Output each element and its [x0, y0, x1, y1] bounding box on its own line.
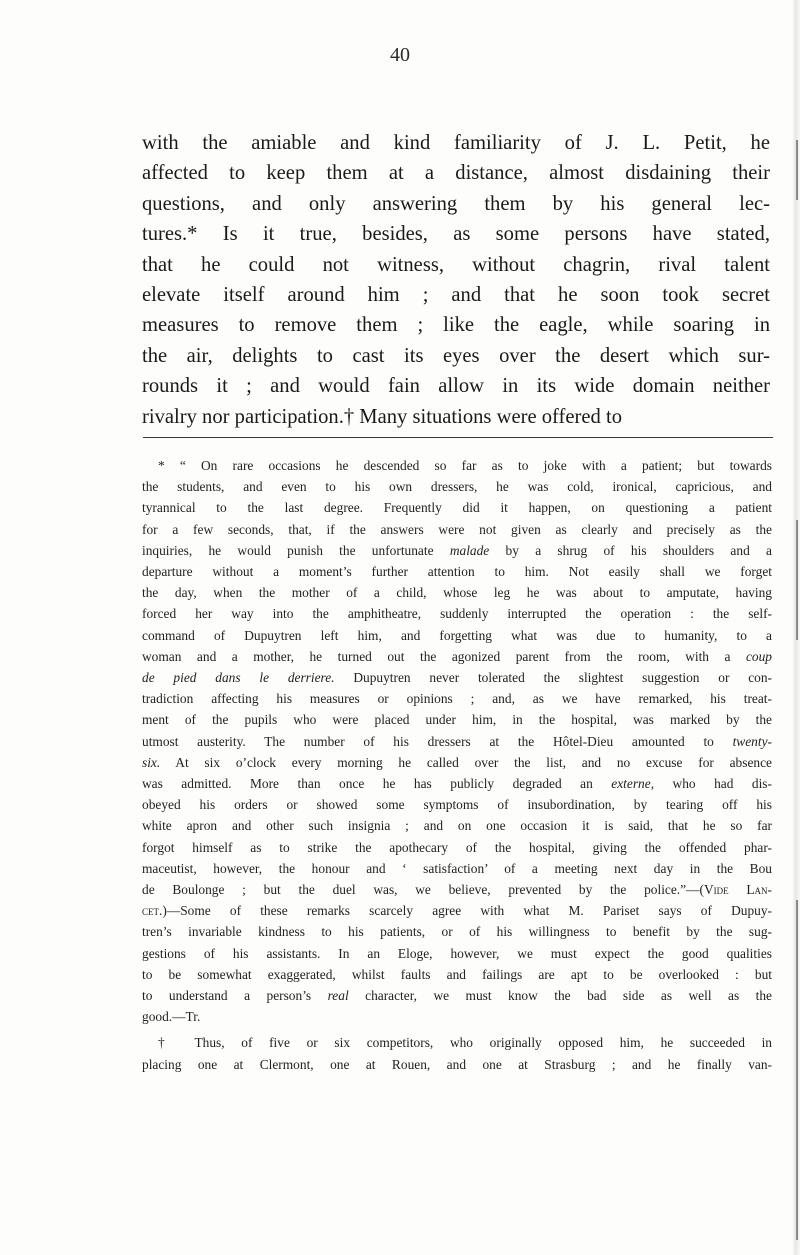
- italic-term: real: [327, 988, 349, 1004]
- footnote-line: good.—Tr.: [142, 1009, 201, 1025]
- italic-term: malade: [449, 542, 490, 558]
- footnote-line: placing one at Clermont, one at Rouen, and one at Strasburg ; and he finally van-: [142, 1056, 772, 1072]
- footnote-line: woman and a mother, he turned out the agonized parent from the room, with a coup: [142, 648, 772, 664]
- footnote-line: six. At six o’clock every morning he called over the list, and no excuse for absence: [142, 754, 772, 770]
- footnote-line: † Thus, of five or six competitors, who originally opposed him, he succeeded in: [158, 1035, 772, 1051]
- page-number: 40: [390, 44, 410, 66]
- text-line: rounds it ; and would fain allow in its wide domain neither: [142, 375, 770, 398]
- footnote-line: to understand a person’s real character, we must know the bad side as well as the: [142, 988, 772, 1004]
- footnote-line: * “ On rare occasions he descended so far as to joke with a patient; but towards: [158, 458, 772, 473]
- small-caps-text: cet.: [142, 903, 163, 919]
- italic-term: twenty-: [732, 733, 772, 749]
- footnote-line: de pied dans le derriere. Dupuytren never tolerated the slightest suggestion or con-: [142, 670, 772, 686]
- footnote-divider: [143, 437, 773, 438]
- text-line: questions, and only answering them by his general lec-: [142, 192, 770, 215]
- footnote-line: cet.)—Some of these remarks scarcely agree with what M. Pariset says of Dupuy-: [142, 903, 772, 919]
- edge-mark: [796, 140, 798, 200]
- footnote-1: [142, 455, 772, 1027]
- italic-term: de pied dans le derriere.: [142, 670, 335, 686]
- italic-term: coup: [745, 648, 772, 664]
- footnote-line: command of Dupuytren left him, and forgetting what was due to humanity, to a: [142, 627, 772, 643]
- footnote-line: the students, and even to his own dressers, he was cold, ironical, capricious, and: [142, 479, 772, 495]
- footnote-line: to be somewhat exaggerated, whilst faults and failings are apt to be overlooked : but: [142, 966, 772, 982]
- text-line: rivalry nor participation.† Many situations were offered to: [142, 405, 623, 428]
- footnote-line: tradiction affecting his measures or opinions ; and, as we have remarked, his treat-: [142, 691, 772, 707]
- footnote-line: de Boulonge ; but the duel was, we believe, prevented by the police.”—(Vide Lan-: [142, 882, 772, 898]
- footnote-line: maceutist, however, the honour and ‘ satisfaction’ of a meeting next day in the Bou: [142, 860, 772, 876]
- footnote-line: for a few seconds, that, if the answers were not given as clearly and precisely as the: [142, 521, 772, 537]
- footnote-line: the day, when the mother of a child, whose leg he was about to amputate, having: [142, 585, 772, 601]
- footnotes: [142, 455, 772, 1075]
- small-caps-text: Vide Lan-: [703, 882, 772, 898]
- text-line: the air, delights to cast its eyes over the desert which sur-: [142, 344, 770, 367]
- footnote-line: obeyed his orders or showed some symptoms of insubordination, by tearing off his: [142, 797, 772, 813]
- text-line: elevate itself around him ; and that he soon took secret: [142, 284, 770, 307]
- page-edge-shadow: [792, 0, 800, 1255]
- text-line: that he could not witness, without chagrin, rival talent: [142, 253, 770, 276]
- footnote-line: inquiries, he would punish the unfortunate malade by a shrug of his shoulders and a: [142, 542, 772, 558]
- footnote-line: utmost austerity. The number of his dressers at the Hôtel-Dieu amounted to twenty-: [142, 733, 772, 749]
- footnote-2: [142, 1032, 772, 1074]
- text-line: with the amiable and kind familiarity of J. L. Petit, he: [142, 132, 770, 154]
- footnote-line: tyrannical to the last degree. Frequently did it happen, on questioning a patient: [142, 500, 772, 516]
- italic-term: externe,: [611, 776, 655, 792]
- text-line: tures.* Is it true, besides, as some persons have stated,: [142, 223, 770, 246]
- text-line: measures to remove them ; like the eagle, while soaring in: [142, 314, 770, 337]
- footnote-line: departure without a moment’s further attention to him. Not easily shall we forget: [142, 564, 772, 580]
- edge-mark: [796, 900, 798, 1240]
- edge-mark: [796, 520, 798, 640]
- text-line: affected to keep them at a distance, almost disdaining their: [142, 162, 770, 185]
- footnote-line: tren’s invariable kindness to his patients, or of his willingness to benefit by the sug-: [142, 924, 772, 940]
- italic-term: six.: [142, 754, 161, 770]
- footnote-line: white apron and other such insignia ; and on one occasion it is said, that he so far: [142, 818, 772, 834]
- footnote-line: forgot himself as to strike the apothecary of the hospital, giving the offended phar-: [142, 839, 772, 855]
- footnote-line: was admitted. More than once he has publicly degraded an externe, who had dis-: [142, 776, 772, 792]
- footnote-line: ment of the pupils who were placed under him, in the hospital, was marked by the: [142, 712, 772, 728]
- footnote-line: gestions of his assistants. In an Eloge, however, we must expect the good qualities: [142, 945, 772, 961]
- main-text: [142, 128, 770, 432]
- footnote-line: forced her way into the amphitheatre, suddenly interrupted the operation : the self-: [142, 606, 772, 622]
